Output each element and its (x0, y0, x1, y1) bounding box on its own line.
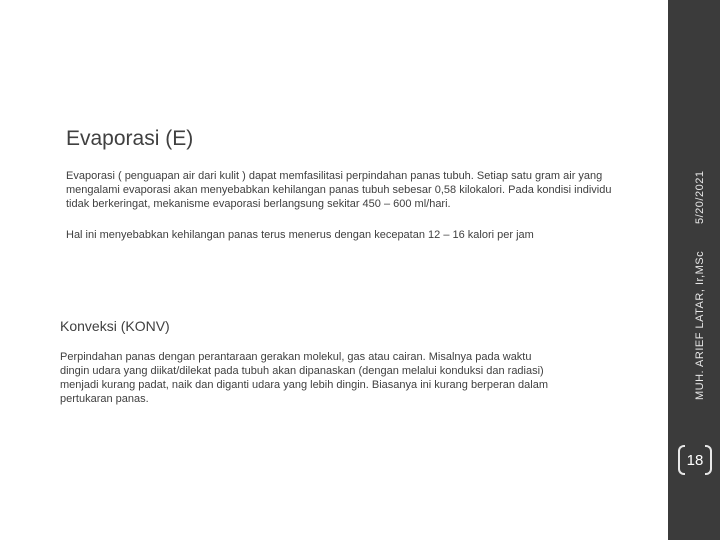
konveksi-subtitle: Konveksi (KONV) (60, 318, 170, 334)
evaporasi-paragraph: Evaporasi ( penguapan air dari kulit ) dapat memfasilitasi perpindahan panas tubuh. Setiap satu gram air yang mengalami evaporasi akan menyebabkan kehilangan panas tubuh sebesar 0,58 kilokalori. Pada kondisi individu tidak berkeringat, mekanisme evaporasi berlangsung sekitar 450 – 600 ml/hari. (66, 170, 612, 210)
left-brace-icon (678, 445, 685, 475)
page-number-box (678, 445, 712, 475)
heat-loss-paragraph: Hal ini menyebabkan kehilangan panas terus menerus dengan kecepatan 12 – 16 kalori per jam (66, 229, 534, 241)
right-brace-icon (705, 445, 712, 475)
page-number: 18 (686, 451, 704, 469)
author-footer: MUH. ARIEF LATAR, Ir,MSc (694, 250, 706, 400)
konveksi-paragraph: Perpindahan panas dengan perantaraan gerakan molekul, gas atau cairan. Misalnya pada waktu dingin udara yang diikat/dilekat pada tubuh akan dipanaskan (dengan melalui konduksi dan radiasi) menjadi kurang padat, naik dan diganti udara yang lebih dingin. Biasanya ini kurang berperan dalam pertukaran panas. (60, 351, 548, 405)
slide-date: 5/20/2021 (694, 170, 706, 224)
slide-title: Evaporasi (E) (66, 127, 194, 150)
